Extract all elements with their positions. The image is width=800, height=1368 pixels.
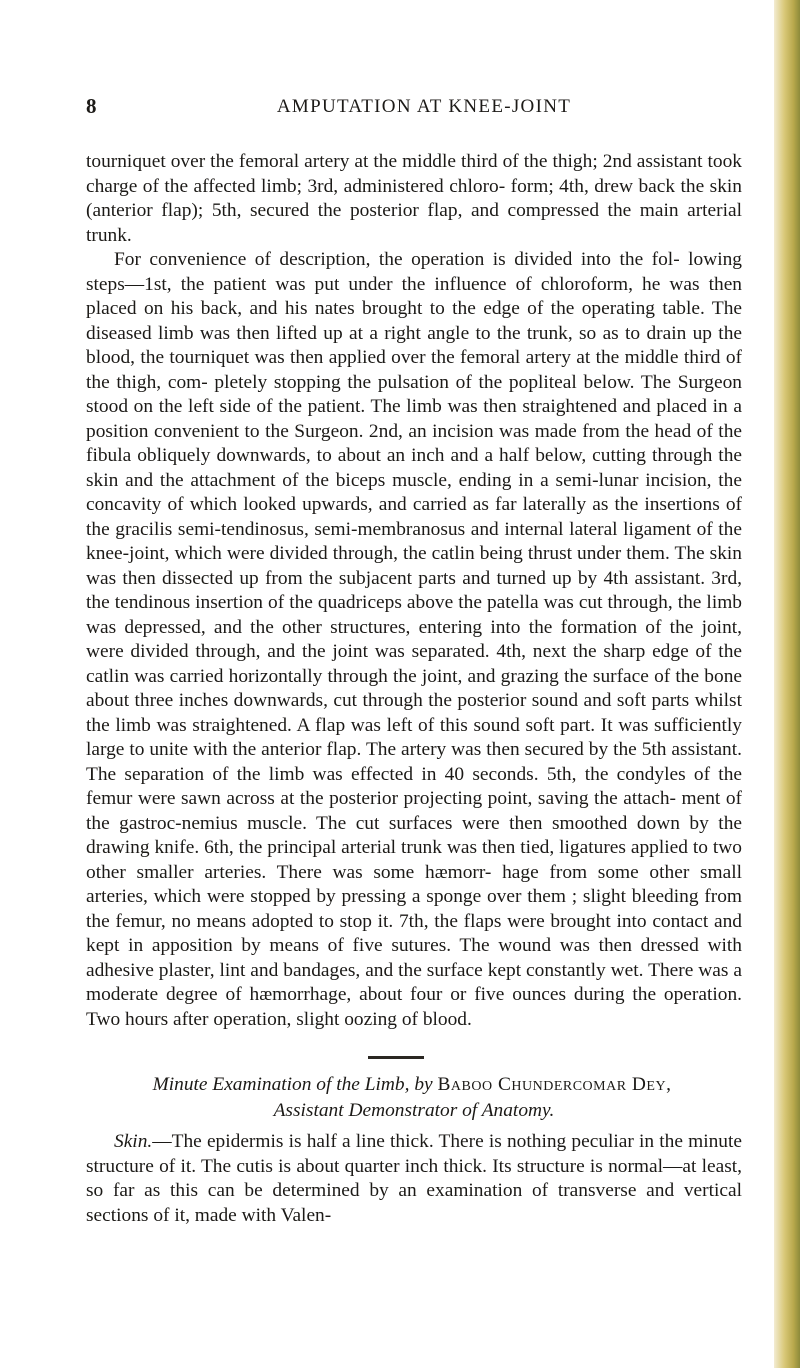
page-edge [774, 0, 800, 1368]
heading-author: Baboo Chundercomar Dey, [437, 1074, 672, 1095]
skin-label: Skin. [114, 1131, 153, 1152]
section-heading [86, 1072, 742, 1124]
skin-section [86, 1130, 742, 1228]
page-number: 8 [86, 94, 97, 118]
page-header [86, 94, 742, 122]
section-divider [368, 1056, 424, 1059]
heading-title: Minute Examination of the Limb, by [152, 1074, 433, 1095]
paragraph-operation-steps: For convenience of description, the operation is divided into the fol- lowing steps—1st, the patient was put under the influence of chloroform, he was then placed on his back, and his nates brought to the edge of the operating table. The diseased limb was then lifted up at a right angle to the trunk, so as to drain up the blood, the tourniquet was then applied over the femoral artery at the middle third of the thigh, com- pletely stopping the pulsation of the popliteal below. The Surgeon stood on the left side of the patient. The limb was then straightened and placed in a position convenient to the Surgeon. 2nd, an incision was made from the head of the fibula obliquely downwards, to about an inch and a half below, cutting through the skin and the attachment of the biceps muscle, ending in a semi-lunar incision, the concavity of which looked upwards, and carried as far laterally as the insertions of the gracilis semi-tendinosus, semi-membranosus and internal lateral ligament of the knee-joint, which were divided through, the catlin being thrust under them. The skin was then dissected up from the subjacent parts and turned up by 4th assistant. 3rd, the tendinous insertion of the quadriceps above the patella was cut through, the limb was depressed, and the other structures, entering into the formation of the joint, were divided through, and the joint was separated. 4th, next the sharp edge of the catlin was carried horizontally through the joint, and grazing the surface of the bone about three inches downwards, cut through the posterior sound and soft parts whilst the limb was straightened. A flap was left of this sound soft part. It was sufficiently large to unite with the anterior flap. The artery was then secured by the 5th assistant. The separation of the limb was effected in 40 seconds. 5th, the condyles of the femur were sawn across at the posterior projecting point, saving the attach- ment of the gastroc-nemius muscle. The cut surfaces were then smoothed down by the drawing knife. 6th, the principal arterial trunk was then tied, ligatures applied to two other smaller arteries. There was some hæmorr- hage from some other small arteries, which were stopped by pressing a sponge over them ; slight bleeding from the femur, no means adopted to stop it. 7th, the flaps were brought into contact and kept in apposition by means of five sutures. The wound was then dressed with adhesive plaster, lint and bandages, and the surface kept constantly wet. There was a moderate degree of hæmorrhage, about four or five ounces during the operation. Two hours after operation, slight oozing of blood. [86, 249, 742, 1030]
heading-role: Assistant Demonstrator of Anatomy. [273, 1100, 555, 1121]
paragraph-skin [86, 1130, 742, 1228]
paragraph-assistants: tourniquet over the femoral artery at the middle third of the thigh; 2nd assistant took charge of the affected limb; 3rd, administered chloro- form; 4th, drew back the skin (anterior flap); 5th, secured the posterior flap, and compressed the main arterial trunk. [86, 151, 742, 246]
running-head: AMPUTATION AT KNEE-JOINT [276, 96, 572, 117]
skin-text: —The epidermis is half a line thick. There is nothing peculiar in the minute structure of it. The cutis is about quarter inch thick. Its structure is normal—at least, so far as this can be determined by an examination of transverse and vertical sections of it, made with Valen- [86, 1131, 742, 1226]
operation-text [86, 150, 742, 1032]
